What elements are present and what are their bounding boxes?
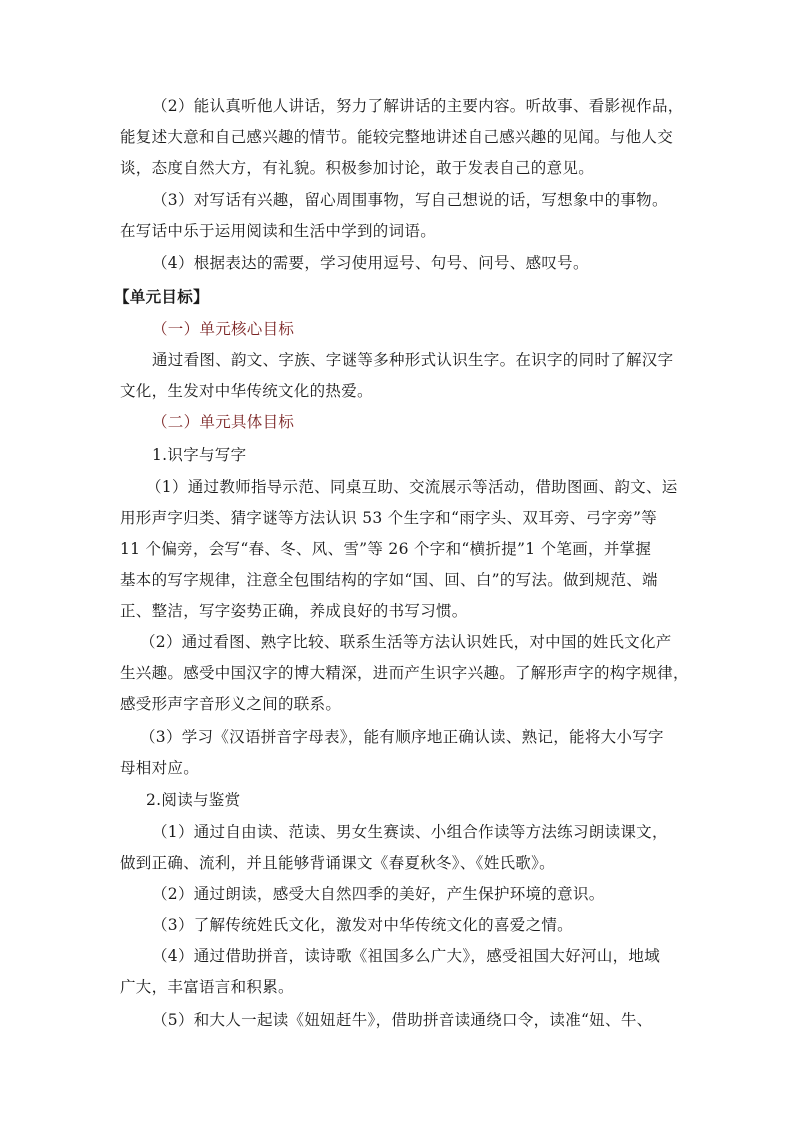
paragraph-line: （5）和大人一起读《妞妞赶牛》，借助拼音读通绕口令，读准“妞、牛、 <box>152 1011 653 1029</box>
paragraph-line: 文化，生发对中华传统文化的热爱。 <box>120 382 373 400</box>
subheading-core-goal: （一）单元核心目标 <box>152 320 295 338</box>
paragraph-line: 通过看图、韵文、字族、字谜等多种形式认识生字。在识字的同时了解汉字 <box>152 351 674 369</box>
paragraph-line: 基本的写字规律，注意全包围结构的字如“国、回、白”的写法。做到规范、端 <box>120 571 658 589</box>
paragraph-line: （2）通过看图、熟字比较、联系生活等方法认识姓氏，对中国的姓氏文化产 <box>140 633 672 651</box>
item-heading-reading: 2.阅读与鉴赏 <box>146 791 241 809</box>
paragraph-line: （1）通过自由读、范读、男女生赛读、小组合作读等方法练习朗读课文， <box>152 823 668 841</box>
paragraph-line: 用形声字归类、猜字谜等方法认识 53 个生字和“雨字头、双耳旁、弓字旁”等 <box>120 509 658 527</box>
paragraph-line: 感受形声字音形义之间的联系。 <box>120 695 342 713</box>
subheading-specific-goals: （二）单元具体目标 <box>152 413 295 431</box>
paragraph-line: 生兴趣。感受中国汉字的博大精深，进而产生识字兴趣。了解形声字的构字规律， <box>120 664 689 682</box>
paragraph-line: 谈，态度自然大方，有礼貌。积极参加讨论，敢于发表自己的意见。 <box>120 159 595 177</box>
paragraph-line: 能复述大意和自己感兴趣的情节。能较完整地讲述自己感兴趣的见闻。与他人交 <box>120 128 674 146</box>
paragraph-line: （2）能认真听他人讲话，努力了解讲话的主要内容。听故事、看影视作品， <box>152 97 684 115</box>
paragraph-line: （3）对写话有兴趣，留心周围事物，写自己想说的话，写想象中的事物。 <box>152 191 668 209</box>
paragraph-line: 广大，丰富语言和积累。 <box>120 978 294 996</box>
paragraph-line: 母相对应。 <box>120 759 200 777</box>
item-heading-literacy: 1.识字与写字 <box>152 446 247 464</box>
paragraph-line: 11 个偏旁，会写“春、冬、风、雪”等 26 个字和“横折提”1 个笔画，并掌握 <box>120 540 652 558</box>
paragraph-line: （3）了解传统姓氏文化，激发对中华传统文化的喜爱之情。 <box>152 916 573 934</box>
section-heading-unit-goals: 【单元目标】 <box>114 287 209 306</box>
paragraph-line: （2）通过朗读，感受大自然四季的美好，产生保护环境的意识。 <box>152 885 605 903</box>
paragraph-line: （3）学习《汉语拼音字母表》，能有顺序地正确认读、熟记，能将大小写字 <box>140 728 664 746</box>
paragraph-line: 在写话中乐于运用阅读和生活中学到的词语。 <box>120 222 437 240</box>
paragraph-line: 正、整洁，写字姿势正确，养成良好的书写习惯。 <box>120 602 468 620</box>
paragraph-line: 做到正确、流利，并且能够背诵课文《春夏秋冬》、《姓氏歌》。 <box>120 854 555 872</box>
paragraph-line: （4）根据表达的需要，学习使用逗号、句号、问号、感叹号。 <box>152 254 589 272</box>
paragraph-line: （4）通过借助拼音，读诗歌《祖国多么广大》，感受祖国大好河山，地域 <box>152 947 661 965</box>
paragraph-line: （1）通过教师指导示范、同桌互助、交流展示等活动，借助图画、韵文、运 <box>146 478 678 496</box>
